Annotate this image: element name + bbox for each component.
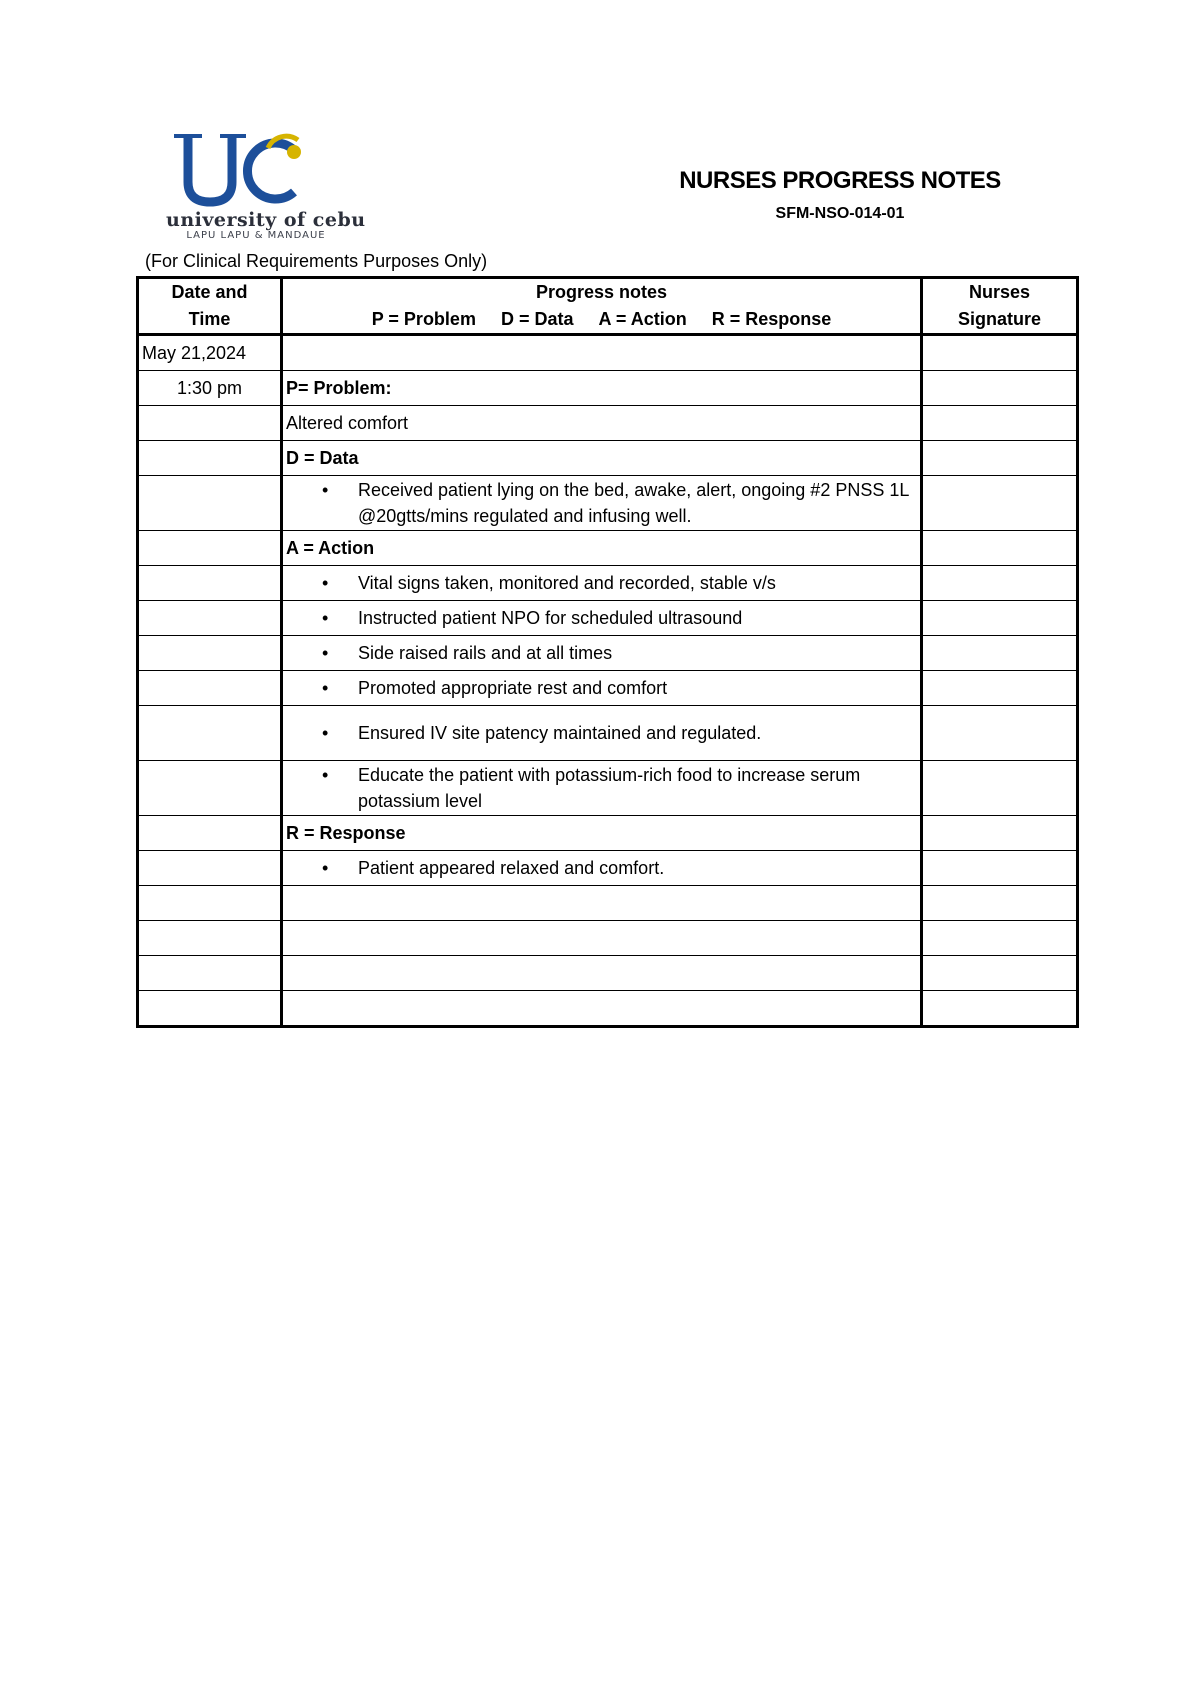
- table-row: [138, 406, 1078, 441]
- column-header-signature-line2: Signature: [957, 309, 1041, 329]
- form-code: SFM-NSO-014-01: [775, 205, 905, 222]
- progress-note-cell[interactable]: [282, 956, 922, 991]
- table-row: [138, 761, 1078, 816]
- date-time-cell[interactable]: [138, 601, 282, 636]
- progress-note-cell[interactable]: [282, 761, 922, 816]
- signature-cell[interactable]: [922, 406, 1078, 441]
- date-time-cell[interactable]: [138, 886, 282, 921]
- date-time-cell[interactable]: [138, 816, 282, 851]
- note-text: Altered comfort: [286, 413, 409, 433]
- section-heading: R = Response: [286, 823, 406, 843]
- university-logo: [166, 130, 366, 241]
- progress-note-cell[interactable]: [282, 371, 922, 406]
- progress-note-cell[interactable]: [282, 531, 922, 566]
- bullet-text: Received patient lying on the bed, awake, alert, ongoing #2 PNSS 1L @20gtts/mins regulated and infusing well.: [358, 480, 909, 526]
- date-time-cell[interactable]: [138, 636, 282, 671]
- signature-cell[interactable]: [922, 761, 1078, 816]
- bullet-item: [286, 675, 917, 701]
- bullet-text: Educate the patient with potassium-rich food to increase serum potassium level: [358, 765, 861, 811]
- soap-legend: [286, 306, 917, 333]
- bullet-icon: •: [322, 858, 329, 878]
- signature-cell[interactable]: [922, 441, 1078, 476]
- table-row: [138, 335, 1078, 371]
- bullet-icon: •: [322, 643, 329, 663]
- date-time-cell[interactable]: [138, 956, 282, 991]
- date-time-cell[interactable]: [138, 761, 282, 816]
- bullet-icon: •: [322, 765, 329, 785]
- column-header-signature: [922, 278, 1078, 335]
- date-time-cell[interactable]: May 21,2024: [138, 335, 282, 371]
- column-header-signature-line1: Nurses: [968, 282, 1031, 302]
- date-time-cell[interactable]: [138, 476, 282, 531]
- bullet-icon: •: [322, 723, 329, 743]
- date-time-cell[interactable]: [138, 671, 282, 706]
- logo-campus: LAPU LAPU & MANDAUE: [186, 230, 326, 241]
- progress-note-cell[interactable]: [282, 406, 922, 441]
- signature-cell[interactable]: [922, 636, 1078, 671]
- bullet-item: [286, 477, 917, 529]
- progress-note-cell[interactable]: [282, 991, 922, 1027]
- date-time-cell[interactable]: [138, 441, 282, 476]
- table-row: [138, 991, 1078, 1027]
- signature-cell[interactable]: [922, 476, 1078, 531]
- date-time-cell[interactable]: [138, 851, 282, 886]
- date-time-cell[interactable]: 1:30 pm: [138, 371, 282, 406]
- progress-note-cell[interactable]: [282, 816, 922, 851]
- bullet-icon: •: [322, 678, 329, 698]
- signature-cell[interactable]: [922, 956, 1078, 991]
- legend-action: A = Action: [598, 309, 687, 329]
- progress-note-cell[interactable]: [282, 566, 922, 601]
- uc-monogram-icon: [166, 130, 346, 210]
- progress-note-cell[interactable]: [282, 706, 922, 761]
- table-row: [138, 601, 1078, 636]
- signature-cell[interactable]: [922, 601, 1078, 636]
- table-row: [138, 816, 1078, 851]
- section-heading: D = Data: [286, 448, 359, 468]
- table-row: [138, 956, 1078, 991]
- table-row: [138, 706, 1078, 761]
- progress-notes-table: [136, 276, 1079, 1028]
- bullet-item: [286, 570, 917, 596]
- date-time-cell[interactable]: [138, 706, 282, 761]
- progress-note-cell[interactable]: [282, 636, 922, 671]
- legend-response: R = Response: [711, 309, 832, 329]
- table-body: [138, 335, 1078, 1027]
- table-row: [138, 851, 1078, 886]
- table-row: [138, 441, 1078, 476]
- date-time-cell[interactable]: [138, 921, 282, 956]
- signature-cell[interactable]: [922, 706, 1078, 761]
- signature-cell[interactable]: [922, 566, 1078, 601]
- bullet-text: Promoted appropriate rest and comfort: [358, 678, 668, 698]
- column-header-date: [138, 278, 282, 335]
- date-time-cell[interactable]: [138, 406, 282, 441]
- bullet-text: Side raised rails and at all times: [358, 643, 613, 663]
- bullet-item: [286, 762, 917, 814]
- legend-data: D = Data: [500, 309, 574, 329]
- signature-cell[interactable]: [922, 816, 1078, 851]
- progress-note-cell[interactable]: [282, 335, 922, 371]
- date-time-cell[interactable]: [138, 531, 282, 566]
- table-row: [138, 566, 1078, 601]
- table-header-row: [138, 278, 1078, 335]
- column-header-date-line2: Time: [188, 309, 231, 329]
- logo-name: university of cebu: [166, 209, 366, 231]
- purpose-note: (For Clinical Requirements Purposes Only): [145, 251, 488, 271]
- table-row: [138, 371, 1078, 406]
- section-heading: A = Action: [286, 538, 375, 558]
- signature-cell[interactable]: [922, 851, 1078, 886]
- bullet-text: Patient appeared relaxed and comfort.: [358, 858, 665, 878]
- signature-cell[interactable]: [922, 531, 1078, 566]
- section-heading: P= Problem:: [286, 378, 392, 398]
- legend-problem: P = Problem: [371, 309, 476, 329]
- signature-cell[interactable]: [922, 991, 1078, 1027]
- progress-note-cell[interactable]: [282, 441, 922, 476]
- bullet-text: Vital signs taken, monitored and recorded, stable v/s: [358, 573, 776, 593]
- table-row: [138, 921, 1078, 956]
- table-row: [138, 476, 1078, 531]
- bullet-item: [286, 855, 917, 881]
- bullet-icon: •: [322, 573, 329, 593]
- progress-note-cell[interactable]: [282, 601, 922, 636]
- date-time-cell[interactable]: [138, 991, 282, 1027]
- progress-note-cell[interactable]: [282, 886, 922, 921]
- signature-cell[interactable]: [922, 886, 1078, 921]
- bullet-icon: •: [322, 480, 329, 500]
- page-title: NURSES PROGRESS NOTES: [679, 167, 1001, 194]
- signature-cell[interactable]: [922, 921, 1078, 956]
- table-row: [138, 671, 1078, 706]
- table-row: [138, 636, 1078, 671]
- progress-note-cell[interactable]: [282, 851, 922, 886]
- column-header-notes: [282, 278, 922, 335]
- column-header-date-line1: Date and: [171, 282, 248, 302]
- column-header-notes-title: Progress notes: [535, 282, 668, 302]
- signature-cell[interactable]: [922, 671, 1078, 706]
- table-row: [138, 886, 1078, 921]
- signature-cell[interactable]: [922, 335, 1078, 371]
- table-row: [138, 531, 1078, 566]
- signature-cell[interactable]: [922, 371, 1078, 406]
- progress-note-cell[interactable]: [282, 671, 922, 706]
- bullet-item: [286, 720, 917, 746]
- progress-note-cell[interactable]: [282, 476, 922, 531]
- bullet-item: [286, 605, 917, 631]
- bullet-text: Ensured IV site patency maintained and regulated.: [358, 723, 762, 743]
- bullet-icon: •: [322, 608, 329, 628]
- bullet-text: Instructed patient NPO for scheduled ultrasound: [358, 608, 743, 628]
- bullet-item: [286, 640, 917, 666]
- date-time-cell[interactable]: [138, 566, 282, 601]
- progress-note-cell[interactable]: [282, 921, 922, 956]
